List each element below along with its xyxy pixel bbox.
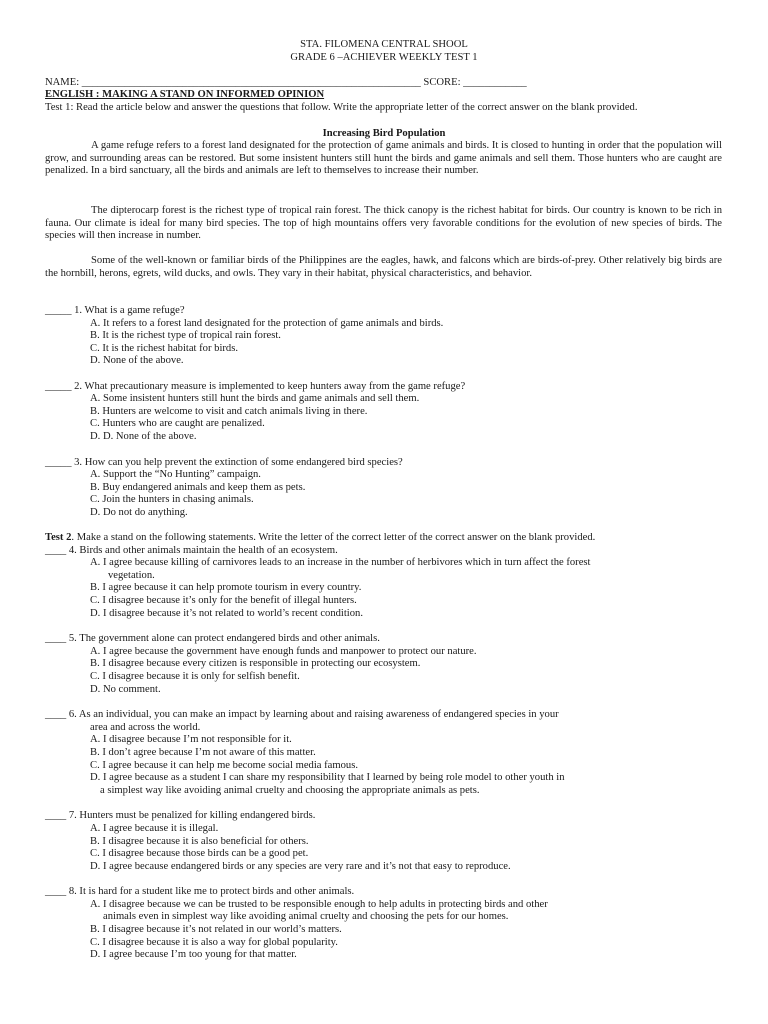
article-paragraph-1: A game refuge refers to a forest land designated for the protection of game animals and birds. It is closed to hunting in order that the population will grow, and surrounding areas can be restored. But some insistent hunters still hunt the birds and game animals and sell them. Those hunters who are caught are penalized. In a bird sanctuary, all the birds and animals are left to themselves to increase their number. — [45, 140, 722, 177]
item6-option-b: B. I don’t agree because I’m not aware of this matter. — [90, 747, 316, 758]
q2-option-c: C. Hunters who are caught are penalized. — [90, 418, 265, 429]
q1-option-c: C. It is the richest habitat for birds. — [90, 343, 238, 354]
item5-option-b: B. I disagree because every citizen is responsible in protecting our ecosystem. — [90, 658, 421, 669]
q3-option-a: A. Support the “No Hunting” campaign. — [90, 469, 261, 480]
item5-option-c: C. I disagree because it is only for selfish benefit. — [90, 671, 300, 682]
q1-option-d: D. None of the above. — [90, 355, 184, 366]
item-4: ____ 4. Birds and other animals maintain the health of an ecosystem. — [45, 545, 338, 556]
item7-option-d: D. I agree because endangered birds or any species are very rare and it’s not that easy to reproduce. — [90, 861, 511, 872]
name-score-line: NAME: ________________________________________________________________ SCORE: ____________ — [45, 77, 527, 88]
item6-option-a: A. I disagree because I’m not responsible for it. — [90, 734, 292, 745]
q3-option-c: C. Join the hunters in chasing animals. — [90, 494, 254, 505]
item4-option-d: D. I disagree because it’s not related to world’s recent condition. — [90, 608, 363, 619]
school-name: STA. FILOMENA CENTRAL SHOOL — [300, 39, 468, 50]
q2-option-b: B. Hunters are welcome to visit and catch animals living in there. — [90, 406, 368, 417]
item8-option-c: C. I disagree because it is also a way for global popularity. — [90, 937, 338, 948]
item5-option-a: A. I agree because the government have enough funds and manpower to protect our nature. — [90, 646, 477, 657]
q2-option-a: A. Some insistent hunters still hunt the birds and game animals and sell them. — [90, 393, 420, 404]
subject-heading: ENGLISH : MAKING A STAND ON INFORMED OPINION — [45, 89, 325, 100]
item-5: ____ 5. The government alone can protect endangered birds and other animals. — [45, 633, 380, 644]
item8-option-a: A. I disagree because we can be trusted to be responsible enough to help adults in protecting birds and other — [90, 899, 548, 910]
article-title: Increasing Bird Population — [322, 128, 446, 139]
question-3: _____ 3. How can you help prevent the extinction of some endangered bird species? — [45, 457, 403, 468]
test1-instruction: Test 1: Read the article below and answer the questions that follow. Write the appropriate letter of the correct answer on the blank provided. — [45, 102, 638, 113]
item6-option-d-cont: a simplest way like avoiding animal cruelty and choosing the appropriate animals as pets. — [100, 785, 480, 796]
item-6: ____ 6. As an individual, you can make an impact by learning about and raising awareness of endangered species in your — [45, 709, 559, 720]
item4-option-a: A. I agree because killing of carnivores leads to an increase in the number of herbivores which in turn affect the forest — [90, 557, 591, 568]
item4-option-a-cont: vegetation. — [108, 570, 155, 581]
item-8: ____ 8. It is hard for a student like me to protect birds and other animals. — [45, 886, 355, 897]
question-2: _____ 2. What precautionary measure is implemented to keep hunters away from the game refuge? — [45, 381, 466, 392]
test2-instruction-line — [45, 532, 595, 545]
question-1: _____ 1. What is a game refuge? — [45, 305, 185, 316]
test2-label: Test 2 — [45, 532, 72, 543]
item4-option-c: C. I disagree because it’s only for the benefit of illegal hunters. — [90, 595, 357, 606]
item8-option-b: B. I disagree because it’s not related in our world’s matters. — [90, 924, 342, 935]
article-paragraph-2: The dipterocarp forest is the richest type of tropical rain forest. The thick canopy is the richest habitat for birds. Our country is known to be rich in fauna. Our climate is ideal for many bird species. The top of high mountains offers very favorable conditions for the evolution of new species of birds. The species will then increase in number. — [45, 205, 722, 242]
q2-option-d: D. D. None of the above. — [90, 431, 197, 442]
item6-stem-cont: area and across the world. — [90, 722, 201, 733]
item7-option-b: B. I disagree because it is also beneficial for others. — [90, 836, 309, 847]
item6-option-c: C. I agree because it can help me become social media famous. — [90, 760, 358, 771]
q1-option-a: A. It refers to a forest land designated for the protection of game animals and birds. — [90, 318, 444, 329]
test2-instruction: . Make a stand on the following statements. Write the letter of the correct letter of the correct answer on the blank provided. — [71, 532, 596, 543]
q1-option-b: B. It is the richest type of tropical rain forest. — [90, 330, 281, 341]
item4-option-b: B. I agree because it can help promote tourism in every country. — [90, 582, 362, 593]
item6-option-d: D. I agree because as a student I can share my responsibility that I learned by being role model to other youth in — [90, 772, 565, 783]
item5-option-d: D. No comment. — [90, 684, 161, 695]
item-7: ____ 7. Hunters must be penalized for killing endangered birds. — [45, 810, 316, 821]
q3-option-d: D. Do not do anything. — [90, 507, 188, 518]
article-paragraph-3: Some of the well-known or familiar birds of the Philippines are the eagles, hawk, and falcons which are birds-of-prey. Other relatively big birds are the hornbill, herons, egrets, wild ducks, and owls. They vary in their habitat, physical characteristics, and behavior. — [45, 255, 722, 279]
item7-option-c: C. I disagree because those birds can be a good pet. — [90, 848, 309, 859]
item7-option-a: A. I agree because it is illegal. — [90, 823, 219, 834]
test-title: GRADE 6 –ACHIEVER WEEKLY TEST 1 — [290, 52, 478, 63]
item8-option-d: D. I agree because I’m too young for that matter. — [90, 949, 297, 960]
item8-option-a-cont: animals even in simplest way like avoiding animal cruelty and choosing the pets for our homes. — [103, 911, 509, 922]
q3-option-b: B. Buy endangered animals and keep them as pets. — [90, 482, 306, 493]
